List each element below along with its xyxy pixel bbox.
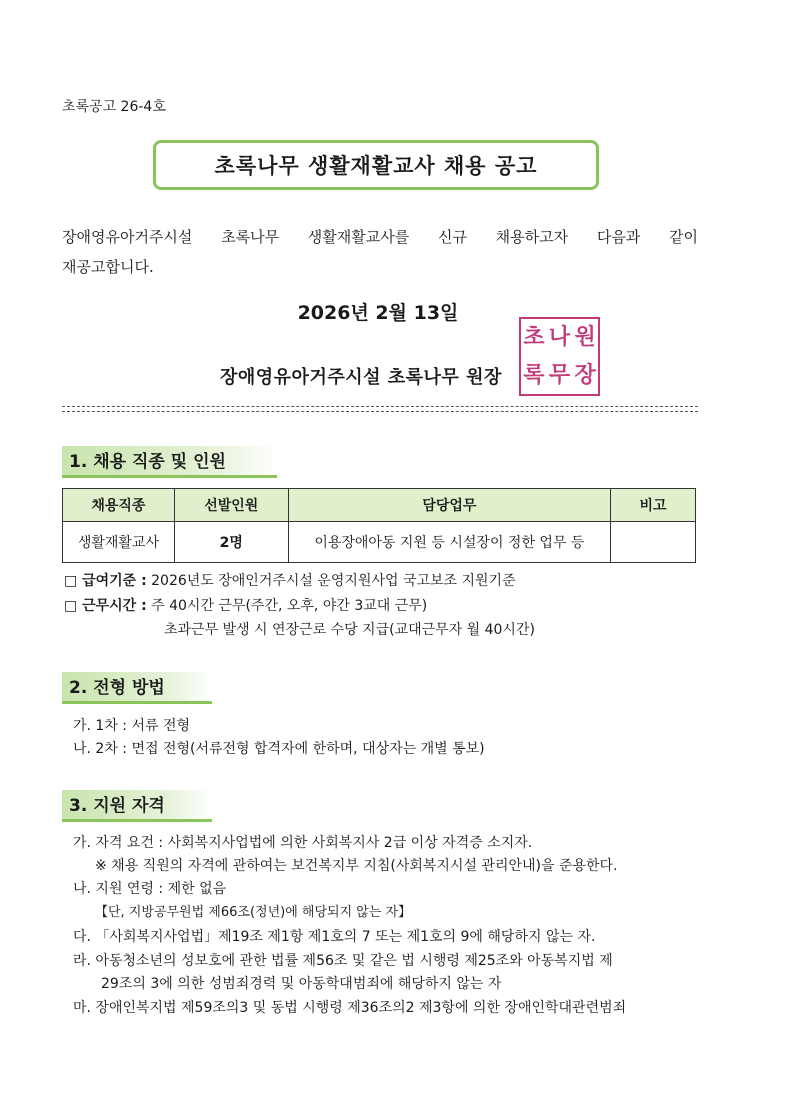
list-item: 마. 장애인복지법 제59조의3 및 동법 시행령 제36조의2 제3항에 의한 장애인학대관련범죄	[73, 1000, 627, 1016]
notice-date: 2026년 2월 13일	[297, 302, 459, 324]
list-item-note: 【단, 지방공무원법 제66조(정년)에 해당되지 않는 자】	[95, 905, 412, 920]
section-heading-selection: 2. 전형 방법	[62, 672, 212, 704]
recruitment-table	[62, 488, 696, 563]
seal-char: 장	[574, 362, 596, 388]
divider	[62, 411, 698, 412]
seal-char: 록	[523, 362, 545, 388]
header-job-type: 채용직종	[63, 489, 175, 522]
page-title: 초록나무 생활재활교사 채용 공고	[153, 140, 599, 190]
divider	[62, 406, 698, 407]
list-item-continued: 29조의 3에 의한 성범죄경력 및 아동학대범죄에 해당하지 않는 자	[101, 976, 502, 992]
intro-text-line2: 재공고합니다.	[62, 258, 154, 276]
hours-text-2: 초과근무 발생 시 연장근로 수당 지급(교대근무자 월 40시간)	[164, 622, 535, 638]
seal-char: 나	[548, 325, 571, 350]
salary-line	[64, 570, 516, 592]
seal-char: 원	[574, 325, 596, 350]
seal-char: 무	[548, 362, 571, 388]
cell-duties: 이용장애아동 지원 등 시설장이 정한 업무 등	[288, 522, 610, 563]
header-duties: 담당업무	[288, 489, 610, 522]
hours-text: 주 40시간 근무(주간, 오후, 야간 3교대 근무)	[151, 598, 428, 614]
salary-label: □ 급여기준 :	[64, 573, 147, 589]
seal-char: 초	[523, 325, 545, 350]
list-item: 라. 아동청소년의 성보호에 관한 법률 제56조 및 같은 법 시행령 제25조와 아동복지법 제	[73, 953, 613, 969]
intro-text-line1: 장애영유아거주시설 초록나무 생활재활교사를 신규 채용하고자 다음과 같이	[62, 228, 698, 246]
table-row	[63, 522, 696, 563]
section-heading-recruitment: 1. 채용 직종 및 인원	[62, 446, 277, 478]
cell-headcount: 2명	[174, 522, 288, 563]
hours-label: □ 근무시간 :	[64, 598, 147, 614]
list-item: 가. 1차 : 서류 전형	[73, 718, 191, 734]
list-item-note: ※ 채용 직원의 자격에 관하여는 보건복지부 지침(사회복지시설 관리안내)을 준용한다.	[95, 858, 618, 874]
cell-remarks	[611, 522, 696, 563]
issuer-name: 장애영유아거주시설 초록나무 원장	[220, 367, 502, 388]
list-item: 다. 「사회복지사업법」제19조 제1항 제1호의 7 또는 제1호의 9에 해당하지 않는 자.	[73, 929, 596, 945]
list-item: 가. 자격 요건 : 사회복지사업법에 의한 사회복지사 2급 이상 자격증 소지자.	[73, 835, 533, 851]
notice-number: 초록공고 26-4호	[62, 99, 166, 115]
list-item: 나. 지원 연령 : 제한 없음	[73, 881, 227, 897]
official-seal	[519, 317, 600, 396]
table-header-row	[63, 489, 696, 522]
section-heading-qualifications: 3. 지원 자격	[62, 790, 212, 822]
list-item: 나. 2차 : 면접 전형(서류전형 합격자에 한하며, 대상자는 개별 통보)	[73, 741, 485, 757]
hours-line	[64, 595, 427, 617]
header-remarks: 비고	[611, 489, 696, 522]
salary-text: 2026년도 장애인거주시설 운영지원사업 국고보조 지원기준	[151, 573, 516, 589]
cell-job-type: 생활재활교사	[63, 522, 175, 563]
header-headcount: 선발인원	[174, 489, 288, 522]
